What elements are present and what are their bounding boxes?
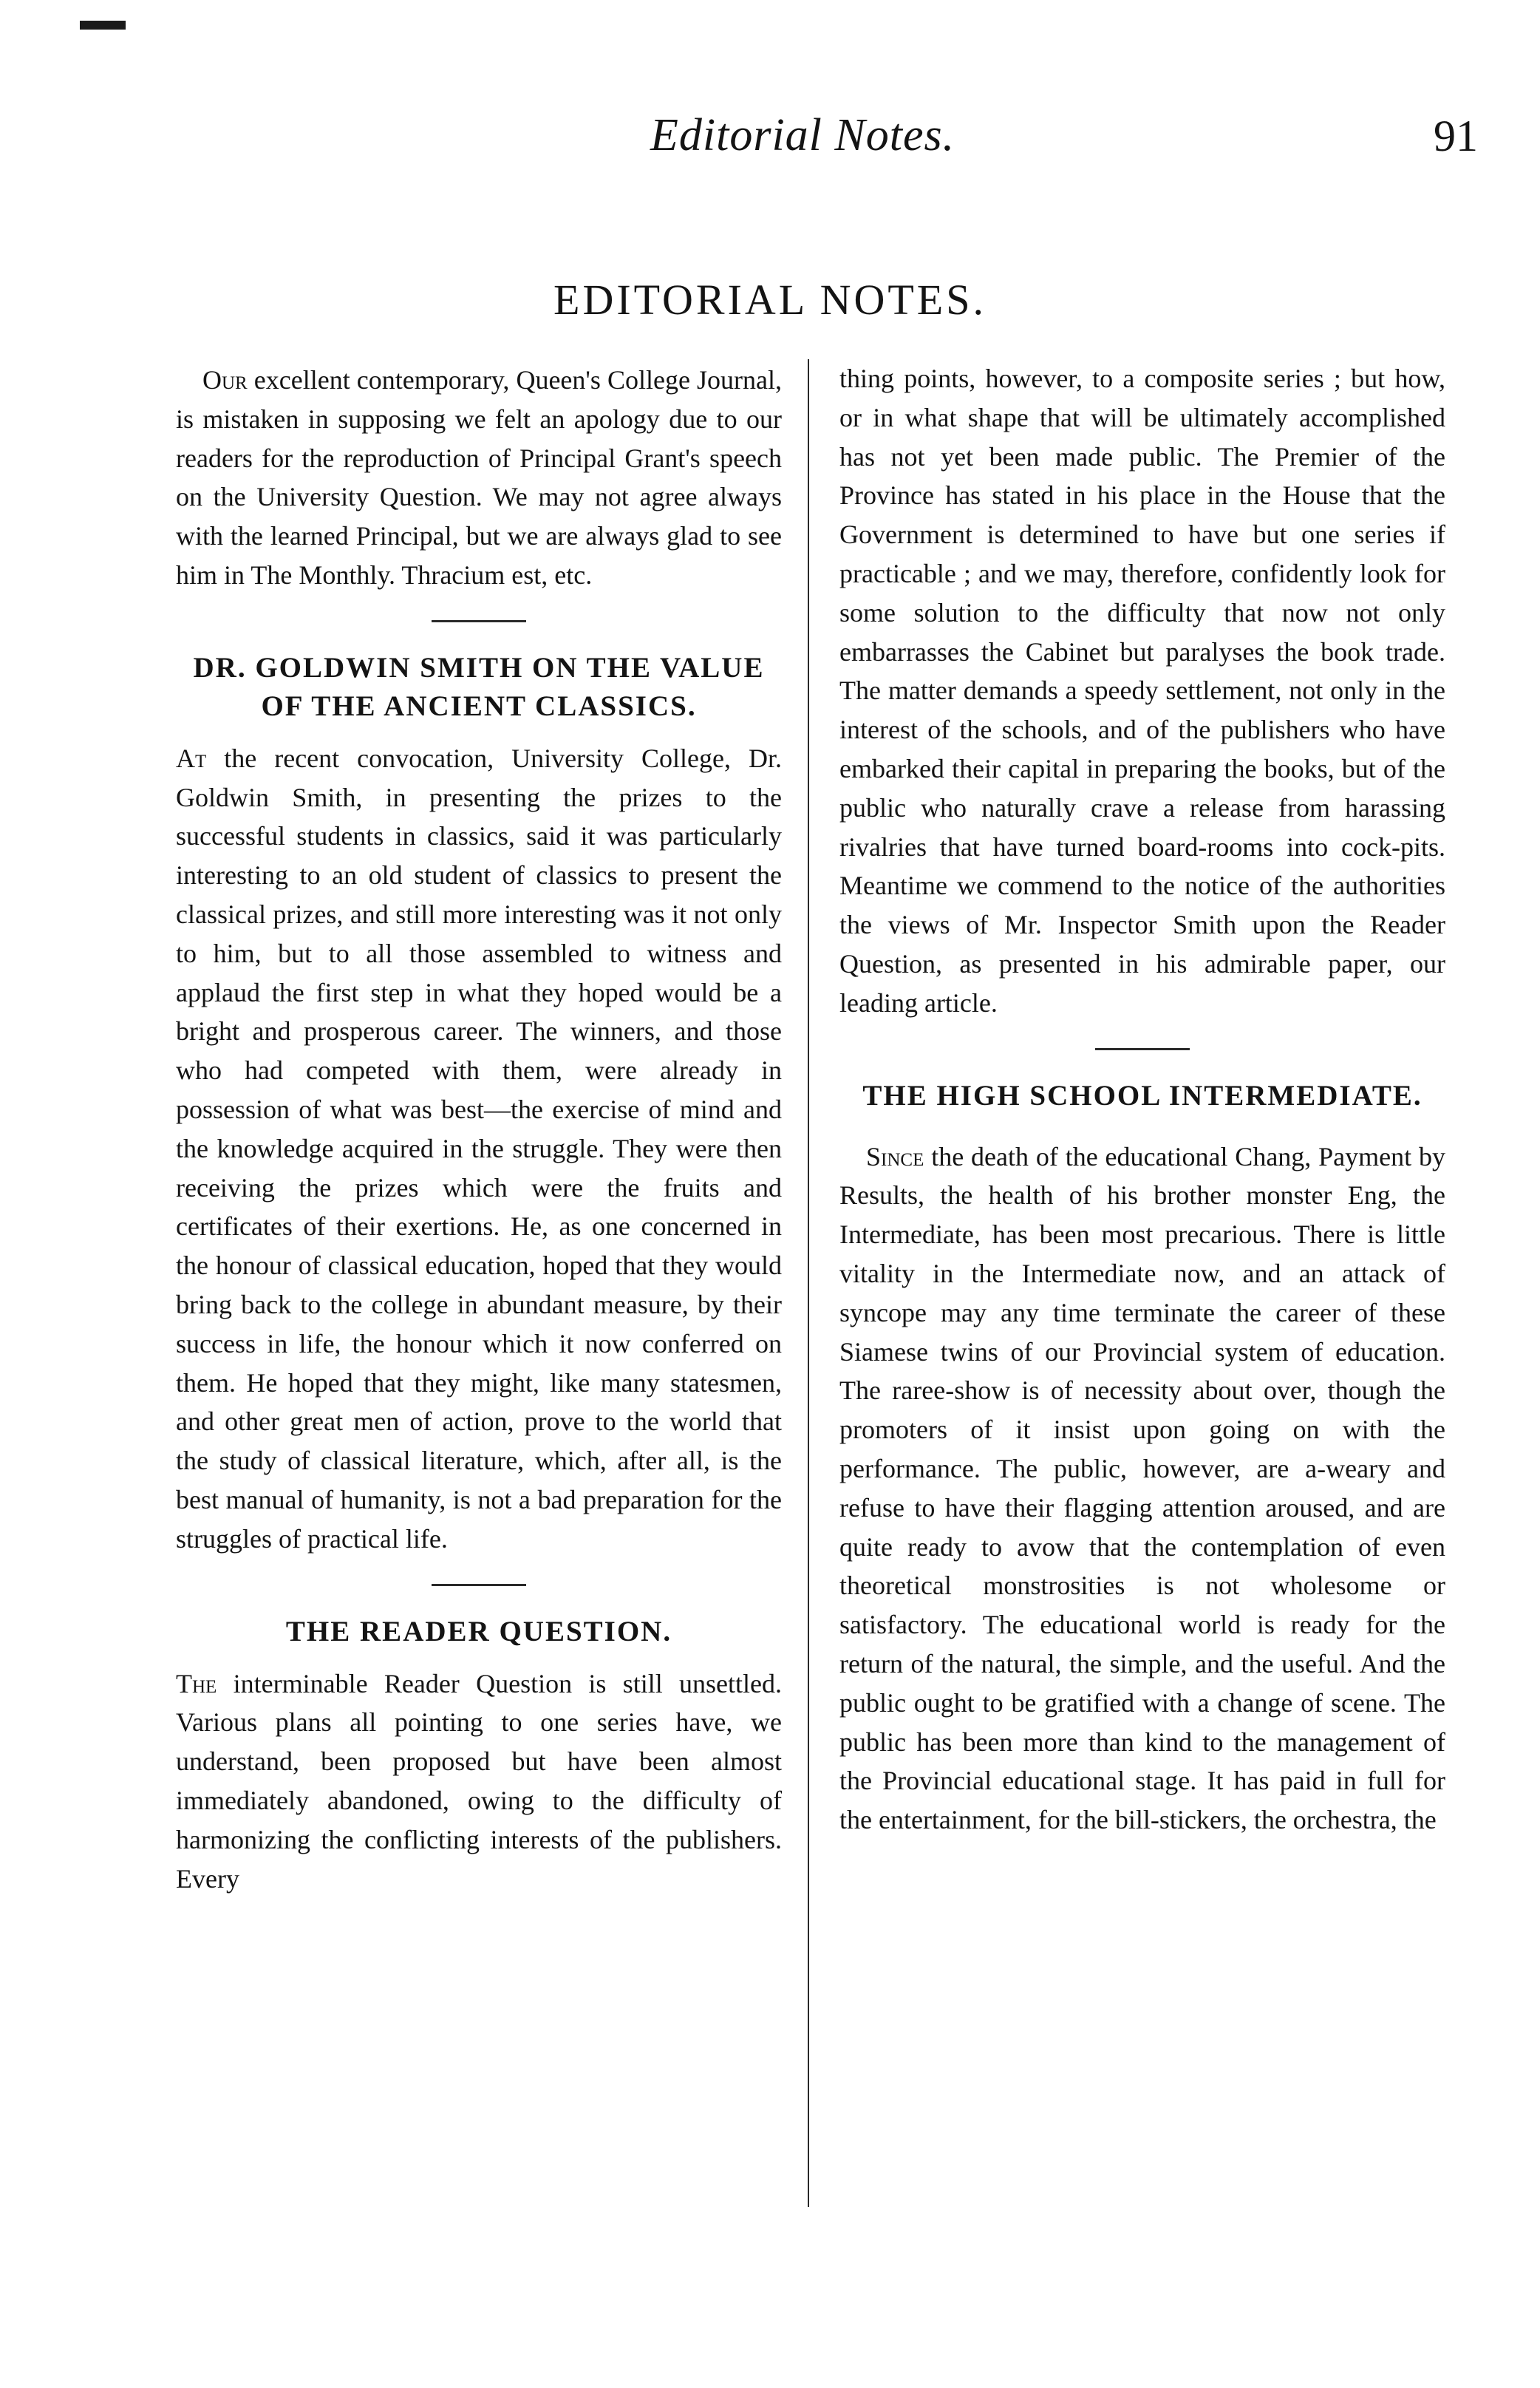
intro-text: excellent contemporary, Queen's College Journal, is mistaken in supposing we felt an apology due to our readers for the reproduction of Principal Grant's speech on the University Question. We may not agree always with the learned Principal, but we are always glad to see him in The Monthly. Thracium est, etc. (176, 365, 782, 590)
top-rule-mark (80, 21, 126, 30)
divider (1095, 1048, 1190, 1050)
running-title: Editorial Notes. (650, 110, 955, 160)
article-text: the death of the educational Chang, Payment by Results, the health of his brother monster Eng, the Intermediate, has been most precarious. There is little vitality in the Intermediate now, and an attack of syncope may any time terminate the career of these Siamese twins of our Provincial system of education. The raree-show is of necessity about over, though the promoters of it insist upon going on with the performance. The public, however, are a-weary and refuse to have their flagging attention aroused, and are quite ready to avow that the contemplation of even theoretical monstrosities is not wholesome or satisfactory. The educational world is ready for the return of the natural, the simple, and the useful. And the public ought to be gratified with a change of scene. The public has been more than kind to the management of the Provincial educational stage. It has paid in full for the entertainment, for the bill-stickers, the orchestra, the (839, 1141, 1445, 1835)
column-rule (808, 359, 809, 2207)
left-column (176, 361, 782, 1898)
article-heading-reader-question: THE READER QUESTION. (285, 1615, 672, 1647)
page-number: 91 (1434, 112, 1478, 160)
right-column (839, 359, 1445, 1840)
intro-paragraph (176, 361, 782, 595)
article-heading-goldwin-smith: DR. GOLDWIN SMITH ON THE VALUE OF THE ANCIENT CLASSICS. (193, 651, 765, 722)
article-paragraph-reader-question (176, 1664, 782, 1899)
divider (432, 1584, 526, 1586)
article-lead: The (176, 1668, 217, 1698)
article-text: the recent convocation, University College, Dr. Goldwin Smith, in presenting the prizes to the successful students in classics, said it was particularly interesting to an old student of classics to present the classical prizes, and still more interesting was it not only to him, but to all those assembled to witness and applaud the first step in what they hoped would be a bright and prosperous career. The winners, and those who had competed with them, were already in possession of what was best—the exercise of mind and the knowledge acquired in the struggle. They were then receiving the prizes which were the fruits and certificates of their exertions. He, as one concerned in the honour of classical education, hoped that they would bring back to the college in abundant measure, by their success in life, the honour which it now conferred on them. He hoped that they might, like many statesmen, and other great men of action, prove to the world that the study of classical literature, which, after all, is the best manual of humanity, is not a bad preparation for the struggles of practical life. (176, 743, 782, 1554)
section-title: EDITORIAL NOTES. (553, 276, 987, 324)
reader-question-continuation: thing points, however, to a composite series ; but how, or in what shape that will be ultimately accomplished has not yet been made public. The Premier of the Province has stated in his place in the House that the Government is determined to have but one series if practicable ; and we may, therefore, confidently look for some solution to the difficulty that now not only embarrasses the Cabinet but paralyses the book trade. The matter demands a speedy settlement, not only in the interest of the schools, and of the publishers who have embarked their capital in preparing the books, but of the public who naturally crave a release from harassing rivalries that have turned board-rooms into cock-pits. Meantime we commend to the notice of the authorities the views of Mr. Inspector Smith upon the Reader Question, as presented in his admirable paper, our leading article. (839, 364, 1445, 1018)
article-text: interminable Reader Question is still unsettled. Various plans all pointing to one series have, we understand, been proposed but have been almost immediately abandoned, owing to the difficulty of harmonizing the conflicting interests of the publishers. Every (176, 1668, 782, 1894)
article-lead: At (176, 743, 207, 773)
article-paragraph-high-school (839, 1137, 1445, 1840)
intro-lead: Our (202, 365, 248, 395)
article-paragraph-goldwin-smith (176, 739, 782, 1559)
article-heading-high-school: THE HIGH SCHOOL INTERMEDIATE. (862, 1079, 1423, 1112)
article-lead: Since (866, 1141, 924, 1171)
divider (432, 620, 526, 622)
